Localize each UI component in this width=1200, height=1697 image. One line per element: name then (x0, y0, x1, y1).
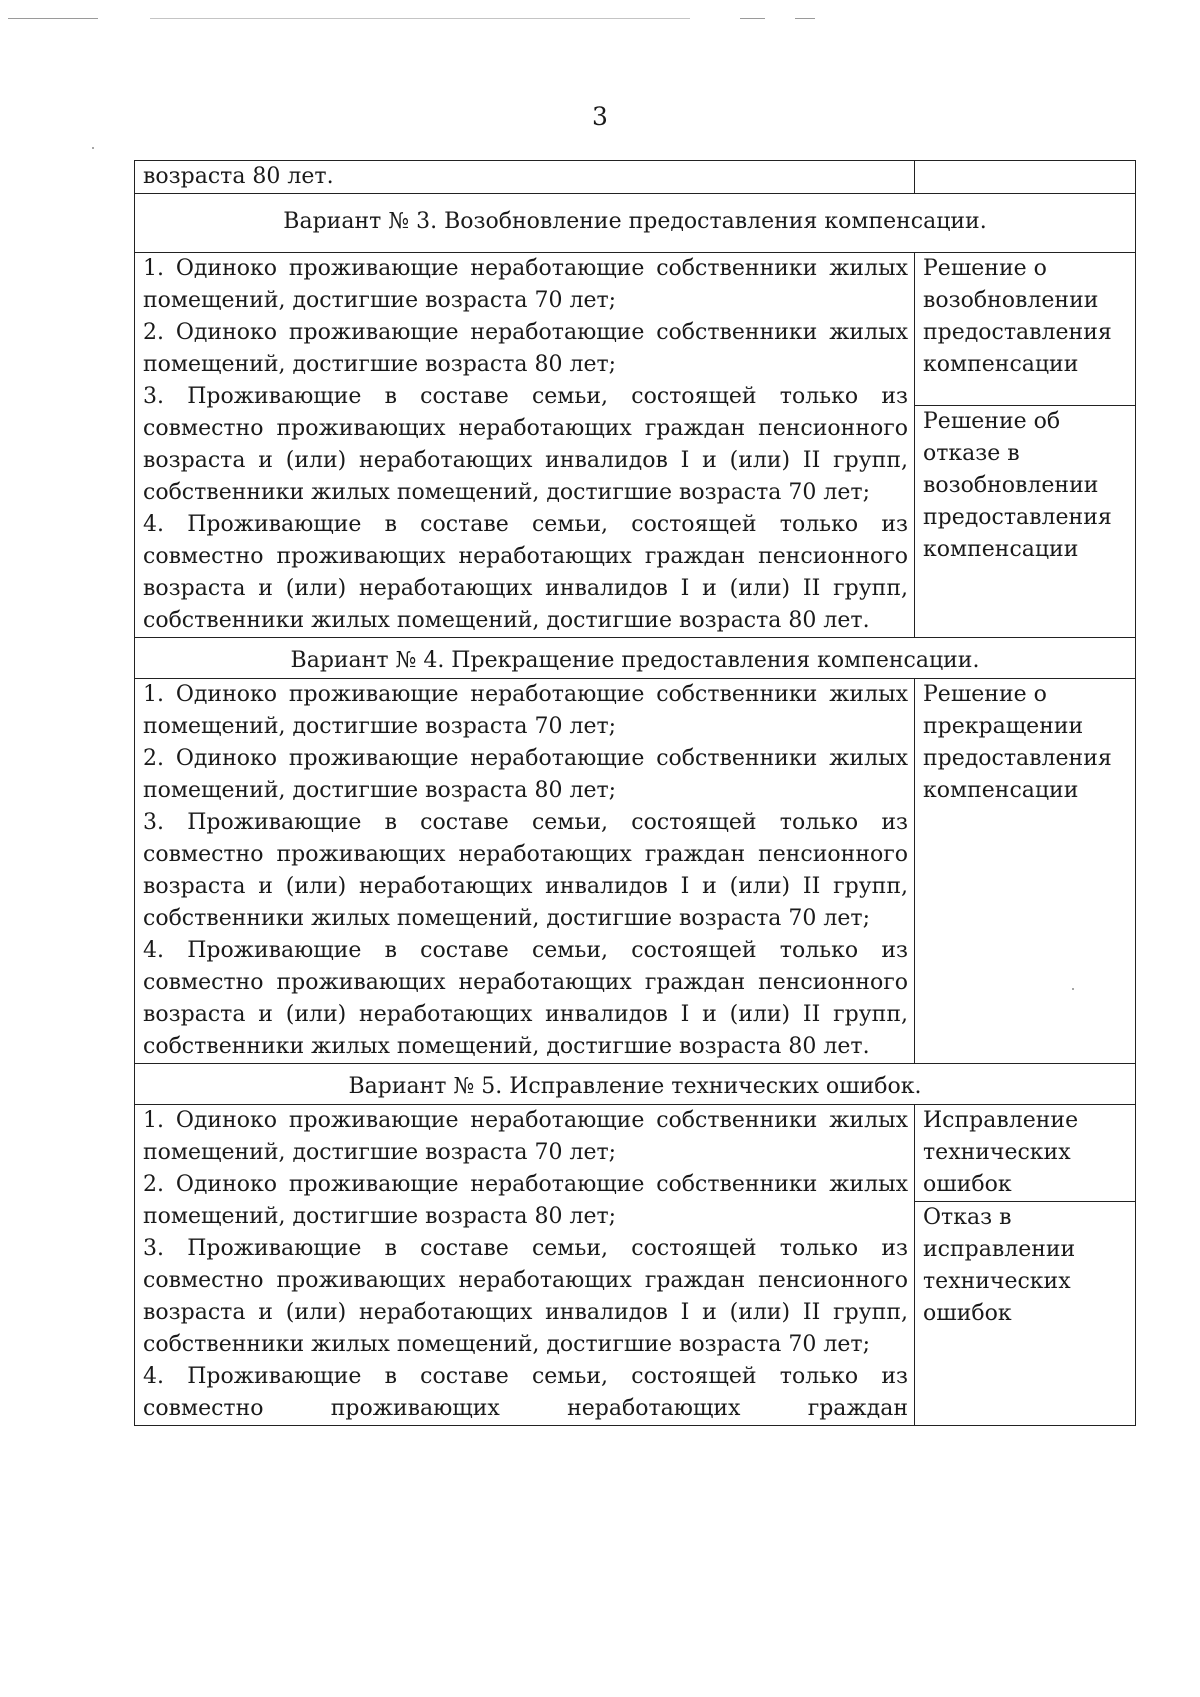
result-text: Решение об отказе в возобновлении предоставления компенсации (923, 409, 1112, 562)
scan-artifact-line (8, 18, 98, 19)
result-text: Отказ в исправлении технических ошибок (923, 1205, 1076, 1326)
list-item: 4. Проживающие в составе семьи, состоящей только из совместно проживающих неработающих граждан (143, 1364, 908, 1421)
variant-heading-row (135, 638, 1136, 679)
list-item: 2. Одиноко проживающие неработающие собственники жилых помещений, достигшие возраста 80 лет; (143, 746, 908, 803)
list-item: 3. Проживающие в составе семьи, состоящей только из совместно проживающих неработающих граждан пенсионного возраста и (или) неработающих инвалидов I и (или) II групп, собственники жилых помещений, достигшие возраста 70 лет; (143, 810, 908, 931)
list-item: 4. Проживающие в составе семьи, состоящей только из совместно проживающих неработающих граждан пенсионного возраста и (или) неработающих инвалидов I и (или) II групп, собственники жилых помещений, достигшие возраста 80 лет. (143, 938, 908, 1059)
scan-artifact-line (795, 18, 815, 19)
variant-4-result-a: Решение о прекращении предоставления компенсации (923, 682, 1112, 803)
list-item: 1. Одиноко проживающие неработающие собственники жилых помещений, достигшие возраста 70 лет; (143, 682, 908, 739)
variant-4-heading: Вариант № 4. Прекращение предоставления компенсации. (135, 638, 1136, 679)
variant-5-results (915, 1105, 1136, 1426)
scan-artifact-line (150, 18, 690, 19)
list-item: 2. Одиноко проживающие неработающие собственники жилых помещений, достигшие возраста 80 лет; (143, 1172, 908, 1229)
variant-4-applicants (135, 679, 915, 1064)
variant-5-applicants (135, 1105, 915, 1426)
top-tail-empty-cell (915, 161, 1136, 194)
list-item: 4. Проживающие в составе семьи, состоящей только из совместно проживающих неработающих граждан пенсионного возраста и (или) неработающих инвалидов I и (или) II групп, собственники жилых помещений, достигшие возраста 80 лет. (143, 512, 908, 633)
variant-body-row (135, 1105, 1136, 1426)
list-item: 2. Одиноко проживающие неработающие собственники жилых помещений, достигшие возраста 80 лет; (143, 320, 908, 377)
scan-artifact-line (740, 18, 765, 19)
variant-5-result-b (915, 1201, 1135, 1330)
variant-4-results (915, 679, 1136, 1064)
variant-body-row (135, 253, 1136, 638)
list-item: 1. Одиноко проживающие неработающие собственники жилых помещений, достигшие возраста 70 лет; (143, 256, 908, 313)
variant-body-row (135, 679, 1136, 1064)
list-item: 1. Одиноко проживающие неработающие собственники жилых помещений, достигшие возраста 70 лет; (143, 1108, 908, 1165)
variant-heading-row (135, 194, 1136, 253)
page-number: 3 (592, 102, 608, 131)
variant-5-heading: Вариант № 5. Исправление технических ошибок. (135, 1064, 1136, 1105)
list-item: 3. Проживающие в составе семьи, состоящей только из совместно проживающих неработающих граждан пенсионного возраста и (или) неработающих инвалидов I и (или) II групп, собственники жилых помещений, достигшие возраста 70 лет; (143, 1236, 908, 1357)
table-row (135, 161, 1136, 194)
result-text: Решение о возобновлении предоставления компенсации (923, 256, 1112, 377)
variant-heading-row (135, 1064, 1136, 1105)
top-tail-cell: возраста 80 лет. (135, 161, 915, 194)
result-text: Исправление технических ошибок (923, 1108, 1079, 1197)
variant-3-result-b (915, 405, 1135, 566)
variant-3-result-a (915, 253, 1135, 405)
variant-3-applicants (135, 253, 915, 638)
variants-table (134, 160, 1136, 1426)
variant-3-heading: Вариант № 3. Возобновление предоставления компенсации. (135, 194, 1136, 253)
variant-5-result-a (915, 1105, 1135, 1201)
variant-3-results (915, 253, 1136, 638)
list-item: 3. Проживающие в составе семьи, состоящей только из совместно проживающих неработающих граждан пенсионного возраста и (или) неработающих инвалидов I и (или) II групп, собственники жилых помещений, достигшие возраста 70 лет; (143, 384, 908, 505)
scan-artifact-dot (92, 147, 94, 149)
